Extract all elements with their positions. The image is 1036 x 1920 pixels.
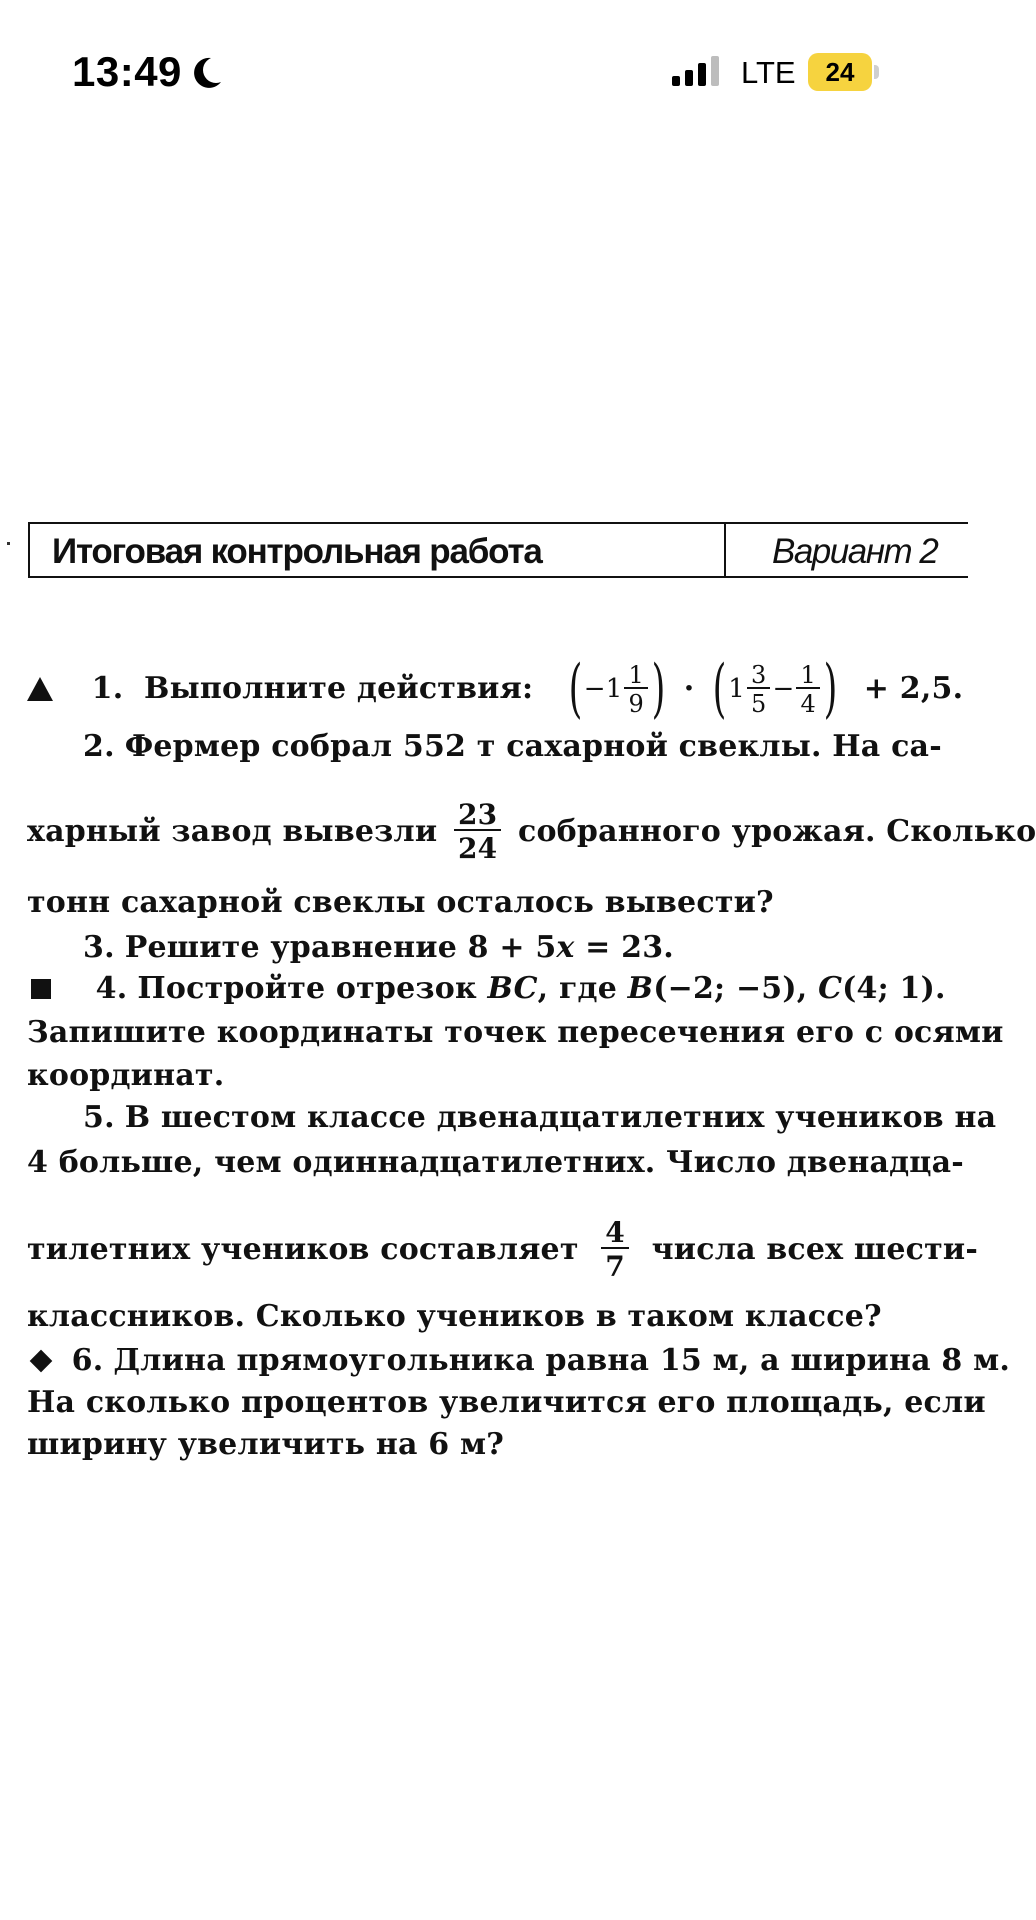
task-text: Решите уравнение 8 + 5 bbox=[124, 930, 557, 965]
numerator: 4 bbox=[605, 1216, 625, 1249]
fraction bbox=[796, 660, 819, 718]
task-number: 2. bbox=[83, 729, 115, 764]
fraction bbox=[601, 1216, 629, 1283]
task-2-line-2 bbox=[27, 786, 1036, 876]
task-number: 5. bbox=[83, 1100, 115, 1135]
task-number: 4. bbox=[95, 971, 128, 1006]
mixed-whole: −1 bbox=[583, 674, 623, 704]
denominator: 9 bbox=[624, 687, 647, 716]
status-time: 13:49 bbox=[72, 48, 182, 95]
task-5-line-3 bbox=[27, 1204, 978, 1294]
margin-mark bbox=[7, 542, 10, 545]
task-number: 3. bbox=[83, 930, 115, 965]
task-5-line-4 bbox=[27, 1294, 956, 1338]
worksheet-header bbox=[28, 522, 968, 578]
denominator: 24 bbox=[454, 829, 501, 863]
task-text: тонн сахарной свеклы осталось вывести? bbox=[27, 885, 774, 920]
task-text: (4; 1). bbox=[842, 971, 946, 1006]
task-4-line-1 bbox=[27, 966, 956, 1010]
multiply-dot: · bbox=[683, 671, 695, 706]
mixed-whole: 1 bbox=[728, 674, 745, 704]
header-divider bbox=[724, 524, 726, 576]
fraction bbox=[747, 660, 770, 718]
task-text: харный завод вывезли bbox=[27, 814, 438, 849]
variable-x: x bbox=[556, 930, 575, 965]
minus-sign: − bbox=[772, 674, 795, 704]
task-text: собранного урожая. Сколько bbox=[518, 814, 1036, 849]
numerator: 23 bbox=[457, 798, 498, 831]
task-5-line-1 bbox=[27, 1095, 997, 1139]
task-text: В шестом классе двенадцатилетних учеников на bbox=[124, 1100, 997, 1135]
triangle-marker-icon bbox=[27, 677, 53, 701]
task-number: 6. bbox=[71, 1343, 104, 1378]
task-6-line-2 bbox=[27, 1380, 986, 1424]
task-2-line-1 bbox=[27, 724, 956, 768]
task-text: Запишите координаты точек пересечения его с осями bbox=[27, 1015, 1004, 1050]
task-text: (−2; −5), bbox=[653, 971, 819, 1006]
task-text: Длина прямоугольника равна 15 м, а ширина 8 м. bbox=[113, 1343, 1011, 1378]
task-2-line-3 bbox=[27, 880, 956, 924]
task-text: 4 больше, чем одиннадцатилетних. Число двенадца- bbox=[27, 1145, 964, 1180]
fraction bbox=[624, 660, 647, 718]
fraction bbox=[454, 798, 501, 865]
numerator: 1 bbox=[628, 660, 644, 689]
signal-bars-icon bbox=[672, 56, 724, 86]
moon-icon bbox=[193, 56, 223, 90]
denominator: 4 bbox=[796, 687, 819, 716]
numerator: 3 bbox=[751, 660, 767, 689]
numerator: 1 bbox=[800, 660, 816, 689]
denominator: 5 bbox=[747, 687, 770, 716]
task-4-line-2 bbox=[27, 1010, 1004, 1054]
task-text: На сколько процентов увеличится его площадь, если bbox=[27, 1385, 986, 1420]
task-6-line-1 bbox=[27, 1338, 1011, 1382]
task-3 bbox=[27, 925, 956, 969]
task-text: координат. bbox=[27, 1058, 225, 1093]
task-1 bbox=[27, 643, 964, 733]
expression-group-1: ( −1 $\frac{1}{9}$ ) bbox=[567, 644, 668, 734]
task-text: Постройте отрезок bbox=[137, 971, 488, 1006]
battery-tip bbox=[874, 65, 879, 79]
task-text: Выполните действия: bbox=[144, 671, 534, 706]
task-text: Фермер собрал 552 т сахарной свеклы. На са- bbox=[124, 729, 942, 764]
point-b-label: B bbox=[627, 971, 654, 1006]
square-marker-icon bbox=[31, 979, 51, 999]
expression-tail: + 2,5. bbox=[863, 671, 964, 706]
status-bar bbox=[0, 0, 956, 150]
segment-label: BC bbox=[487, 971, 538, 1006]
diamond-marker-icon bbox=[30, 1350, 53, 1373]
task-text: = 23. bbox=[574, 930, 674, 965]
network-type: LTE bbox=[741, 55, 796, 90]
task-number: 1. bbox=[91, 671, 124, 706]
worksheet-title: Итоговая контрольная работа bbox=[52, 532, 542, 571]
task-4-line-3 bbox=[27, 1053, 956, 1097]
task-text: ширину увеличить на 6 м? bbox=[27, 1427, 505, 1462]
battery-indicator: 24 bbox=[808, 53, 872, 91]
task-text: , где bbox=[537, 971, 628, 1006]
task-text: тилетних учеников составляет bbox=[27, 1232, 579, 1267]
task-text: классников. Сколько учеников в таком классе? bbox=[27, 1299, 882, 1334]
variant-label: Вариант 2 bbox=[772, 532, 938, 571]
point-c-label: C bbox=[818, 971, 843, 1006]
task-text: числа всех шести- bbox=[651, 1232, 978, 1267]
expression-group-2: ( 1 $\frac{3}{5}$ − $\frac{1}{4}$ ) bbox=[711, 644, 839, 734]
denominator: 7 bbox=[601, 1247, 629, 1281]
task-6-line-3 bbox=[27, 1422, 956, 1466]
task-5-line-2 bbox=[27, 1140, 964, 1184]
